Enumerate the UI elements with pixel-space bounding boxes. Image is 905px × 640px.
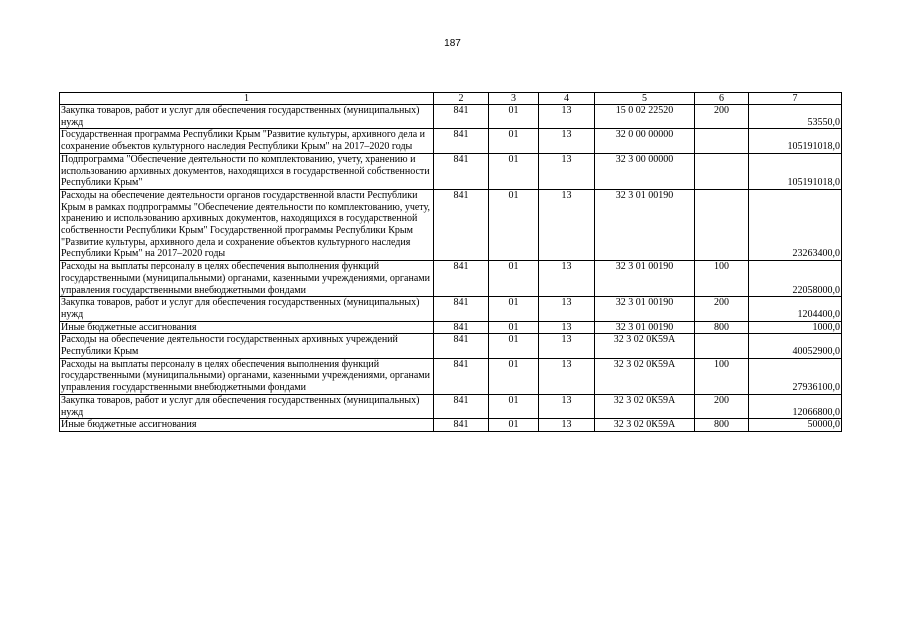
- row-amount: 23263400,0: [749, 189, 842, 260]
- row-amount: 105191018,0: [749, 153, 842, 189]
- row-vr: 800: [695, 321, 749, 334]
- table-row: [60, 189, 842, 260]
- row-pr: 13: [539, 297, 595, 321]
- row-name: Расходы на обеспечение деятельности государственных архивных учреждений Республики Крым: [60, 334, 434, 358]
- row-rz: 01: [489, 321, 539, 334]
- table-row: [60, 394, 842, 418]
- row-pr: 13: [539, 105, 595, 129]
- row-name: Подпрограмма "Обеспечение деятельности по комплектованию, учету, хранению и использованию архивных документов, находящихся в государственной собственности Республики Крым": [60, 153, 434, 189]
- row-pr: 13: [539, 261, 595, 297]
- table-row: [60, 105, 842, 129]
- row-vr: [695, 189, 749, 260]
- row-amount: 1000,0: [749, 321, 842, 334]
- row-rz: 01: [489, 189, 539, 260]
- col-header-csr: 5: [595, 93, 695, 105]
- col-header-vr: 6: [695, 93, 749, 105]
- row-rz: 01: [489, 105, 539, 129]
- table-row: [60, 358, 842, 394]
- col-header-amount: 7: [749, 93, 842, 105]
- col-header-ved: 2: [434, 93, 489, 105]
- row-pr: 13: [539, 153, 595, 189]
- row-vr: [695, 129, 749, 153]
- table-row: [60, 334, 842, 358]
- row-name: Расходы на выплаты персоналу в целях обеспечения выполнения функций государственными (муниципальными) органами, казенными учреждениями, органами управления государственными внебюджетными фондами: [60, 261, 434, 297]
- row-name: Иные бюджетные ассигнования: [60, 321, 434, 334]
- row-csr: 32 3 02 0К59А: [595, 419, 695, 432]
- row-csr: 32 3 01 00190: [595, 321, 695, 334]
- row-vr: 100: [695, 261, 749, 297]
- row-vr: 200: [695, 105, 749, 129]
- row-ved: 841: [434, 297, 489, 321]
- row-ved: 841: [434, 321, 489, 334]
- row-pr: 13: [539, 189, 595, 260]
- row-rz: 01: [489, 394, 539, 418]
- row-ved: 841: [434, 153, 489, 189]
- table-row: [60, 153, 842, 189]
- row-csr: 32 3 02 0К59А: [595, 394, 695, 418]
- row-amount: 12066800,0: [749, 394, 842, 418]
- row-csr: 32 3 01 00190: [595, 297, 695, 321]
- row-amount: 1204400,0: [749, 297, 842, 321]
- row-amount: 40052900,0: [749, 334, 842, 358]
- row-ved: 841: [434, 358, 489, 394]
- row-ved: 841: [434, 394, 489, 418]
- row-pr: 13: [539, 394, 595, 418]
- row-ved: 841: [434, 129, 489, 153]
- row-ved: 841: [434, 261, 489, 297]
- row-name: Закупка товаров, работ и услуг для обеспечения государственных (муниципальных) нужд: [60, 394, 434, 418]
- row-rz: 01: [489, 297, 539, 321]
- header-row: [60, 93, 842, 105]
- page-number: 187: [444, 38, 461, 49]
- row-amount: 27936100,0: [749, 358, 842, 394]
- row-rz: 01: [489, 129, 539, 153]
- row-ved: 841: [434, 189, 489, 260]
- row-ved: 841: [434, 105, 489, 129]
- row-pr: 13: [539, 321, 595, 334]
- row-vr: [695, 334, 749, 358]
- row-csr: 32 3 01 00190: [595, 261, 695, 297]
- table-row: [60, 297, 842, 321]
- row-name: Расходы на выплаты персоналу в целях обеспечения выполнения функций государственными (муниципальными) органами, казенными учреждениями, органами управления государственными внебюджетными фондами: [60, 358, 434, 394]
- row-name: Закупка товаров, работ и услуг для обеспечения государственных (муниципальных) нужд: [60, 297, 434, 321]
- row-rz: 01: [489, 153, 539, 189]
- row-amount: 105191018,0: [749, 129, 842, 153]
- row-pr: 13: [539, 358, 595, 394]
- row-ved: 841: [434, 334, 489, 358]
- row-rz: 01: [489, 334, 539, 358]
- row-pr: 13: [539, 129, 595, 153]
- row-pr: 13: [539, 334, 595, 358]
- row-name: Государственная программа Республики Крым "Развитие культуры, архивного дела и сохранение объектов культурного наследия Республики Крым" на 2017–2020 годы: [60, 129, 434, 153]
- row-csr: 32 3 00 00000: [595, 153, 695, 189]
- row-csr: 32 0 00 00000: [595, 129, 695, 153]
- row-csr: 32 3 02 0К59А: [595, 358, 695, 394]
- row-amount: 50000,0: [749, 419, 842, 432]
- row-vr: [695, 153, 749, 189]
- col-header-name: 1: [60, 93, 434, 105]
- budget-table: [59, 92, 842, 432]
- row-name: Иные бюджетные ассигнования: [60, 419, 434, 432]
- row-csr: 32 3 01 00190: [595, 189, 695, 260]
- row-amount: 53550,0: [749, 105, 842, 129]
- col-header-pr: 4: [539, 93, 595, 105]
- table-row: [60, 321, 842, 334]
- col-header-rz: 3: [489, 93, 539, 105]
- row-name: Расходы на обеспечение деятельности органов государственной власти Республики Крым в рамках подпрограммы "Обеспечение деятельности по комплектованию, учету, хранению и использованию архивных документов, находящихся в государственной собственности Республики Крым" Государственной программы Республики Крым "Развитие культуры, архивного дела и сохранение объектов культурного наследия Республики Крым" на 2017–2020 годы: [60, 189, 434, 260]
- row-vr: 200: [695, 297, 749, 321]
- row-name: Закупка товаров, работ и услуг для обеспечения государственных (муниципальных) нужд: [60, 105, 434, 129]
- row-rz: 01: [489, 261, 539, 297]
- row-csr: 15 0 02 22520: [595, 105, 695, 129]
- table-row: [60, 419, 842, 432]
- row-pr: 13: [539, 419, 595, 432]
- row-vr: 100: [695, 358, 749, 394]
- row-rz: 01: [489, 358, 539, 394]
- row-ved: 841: [434, 419, 489, 432]
- row-amount: 22058000,0: [749, 261, 842, 297]
- table-row: [60, 129, 842, 153]
- table-row: [60, 261, 842, 297]
- row-vr: 800: [695, 419, 749, 432]
- row-csr: 32 3 02 0К59А: [595, 334, 695, 358]
- row-vr: 200: [695, 394, 749, 418]
- row-rz: 01: [489, 419, 539, 432]
